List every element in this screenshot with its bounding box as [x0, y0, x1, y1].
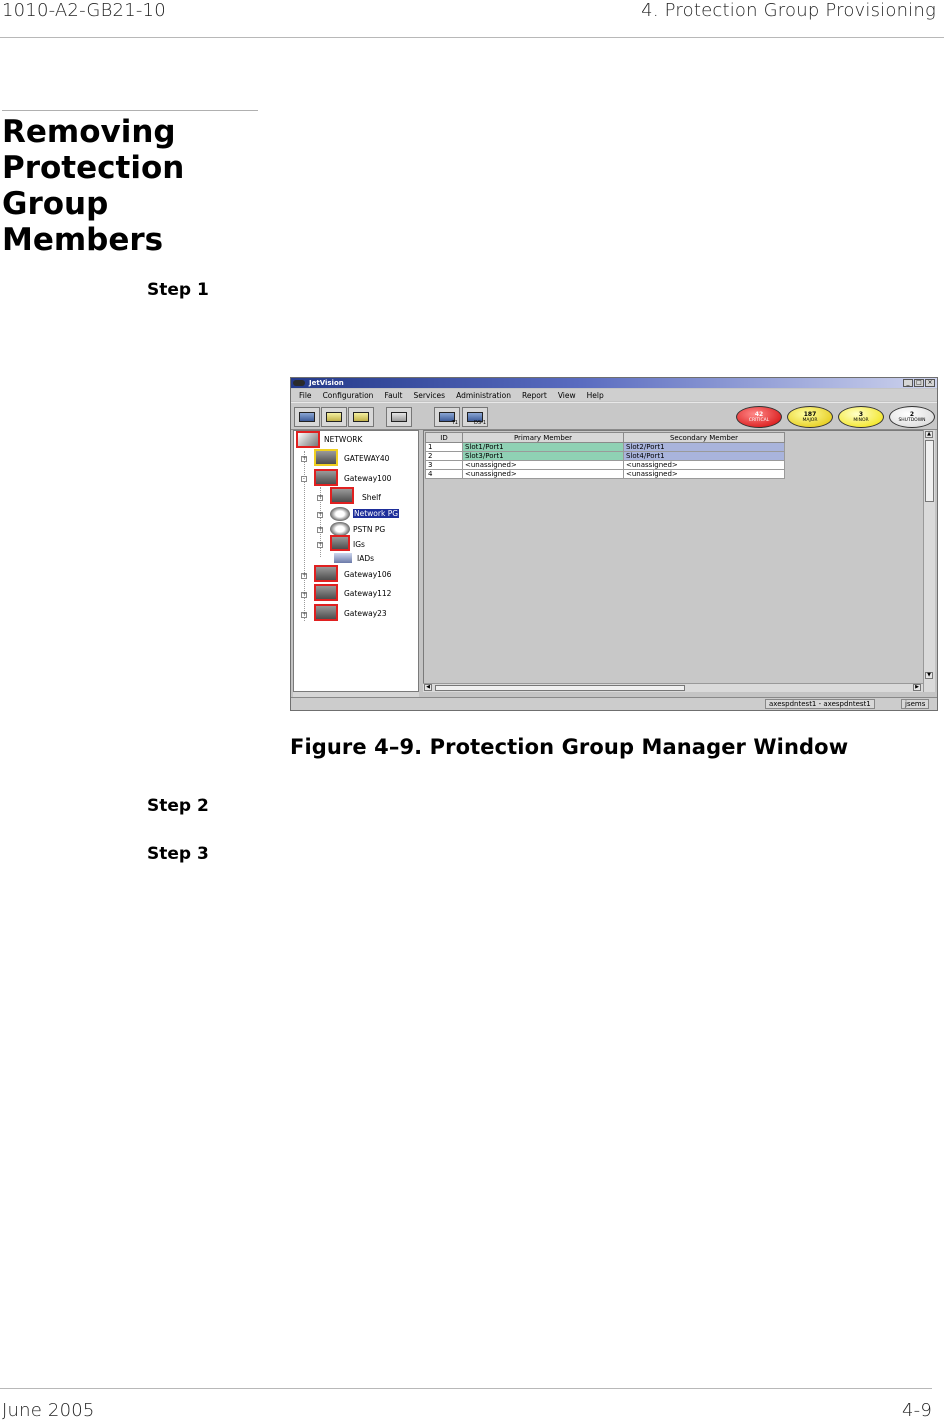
table-cell[interactable]: <unassigned>	[463, 470, 624, 479]
menu-report[interactable]: Report	[521, 390, 547, 400]
step-1-label: Step 1	[147, 280, 209, 300]
tree-node-gateway40[interactable]: GATEWAY40	[344, 454, 390, 463]
column-header-secondary[interactable]: Secondary Member	[624, 433, 785, 443]
menu-view[interactable]: View	[557, 390, 576, 400]
status-app: jsems	[901, 699, 929, 709]
gateway-icon	[314, 604, 338, 621]
table-cell[interactable]: Slot3/Port1	[463, 452, 624, 461]
window-titlebar	[291, 378, 937, 388]
expand-icon[interactable]: +	[318, 494, 324, 501]
scroll-thumb[interactable]	[925, 440, 934, 502]
protection-group-icon	[330, 507, 350, 521]
protection-group-manager-window	[290, 377, 938, 711]
tree-node-shelf[interactable]: Shelf	[362, 493, 381, 502]
folder-arrow-icon	[353, 412, 369, 422]
ds1-label: DS-1	[473, 420, 486, 426]
figure-caption: Figure 4–9. Protection Group Manager Window	[290, 735, 849, 759]
expand-icon[interactable]: +	[318, 526, 324, 533]
table-cell[interactable]: Slot1/Port1	[463, 443, 624, 452]
t1-button[interactable]	[434, 407, 460, 427]
expand-icon[interactable]: +	[302, 591, 308, 598]
scroll-right-icon[interactable]: ▶	[913, 684, 921, 691]
folder-icon	[326, 412, 342, 422]
step-3-label: Step 3	[147, 844, 209, 864]
tree-node-gateway100[interactable]: Gateway100	[344, 474, 392, 483]
menu-bar	[291, 389, 937, 401]
table-row[interactable]	[426, 443, 785, 452]
printer-icon	[391, 412, 407, 422]
expand-icon[interactable]: +	[302, 455, 308, 462]
shutdown-alarm-label: SHUTDOWN	[898, 418, 926, 423]
shutdown-alarm-count: 2	[909, 411, 915, 418]
collapse-icon[interactable]: -	[302, 475, 306, 482]
major-alarm-label: MAJOR	[802, 418, 818, 423]
gateway-icon	[314, 469, 338, 486]
gateway-icon	[314, 584, 338, 601]
section-rule	[2, 110, 258, 111]
toolbar	[291, 402, 937, 430]
table-cell[interactable]: Slot4/Port1	[624, 452, 785, 461]
expand-icon[interactable]: +	[318, 541, 324, 548]
expand-icon[interactable]: +	[318, 511, 324, 518]
gateway-icon	[314, 565, 338, 582]
iad-icon	[334, 553, 352, 563]
document-number: 1010-A2-GB21-10	[2, 0, 166, 21]
section-title-line: Removing	[2, 114, 176, 150]
gateway-icon	[314, 449, 338, 466]
network-icon	[296, 431, 320, 448]
jetvision-logo-icon	[293, 380, 305, 386]
menu-fault[interactable]: Fault	[384, 390, 403, 400]
column-header-id[interactable]: ID	[426, 433, 463, 443]
network-view-icon	[299, 412, 315, 422]
chapter-title: 4. Protection Group Provisioning	[641, 0, 936, 21]
scroll-thumb[interactable]	[435, 685, 685, 691]
menu-administration[interactable]: Administration	[456, 390, 511, 400]
footer-rule	[0, 1388, 932, 1389]
minimize-button[interactable]: _	[903, 379, 913, 387]
section-title-line: Members	[2, 222, 164, 258]
shelf-icon	[330, 487, 354, 504]
maximize-button[interactable]: □	[914, 379, 924, 387]
menu-services[interactable]: Services	[413, 390, 446, 400]
tree-node-iads[interactable]: IADs	[357, 554, 375, 563]
tree-node-igs[interactable]: IGs	[353, 540, 365, 549]
critical-alarm-label: CRITICAL	[748, 418, 770, 423]
network-tree	[293, 430, 419, 692]
close-button[interactable]: ×	[925, 379, 935, 387]
status-bar	[291, 697, 937, 710]
major-alarm-indicator[interactable]	[787, 406, 833, 428]
window-title: JetVision	[309, 379, 344, 387]
horizontal-scrollbar[interactable]	[423, 683, 923, 692]
table-row[interactable]	[426, 470, 785, 479]
tree-node-pstn-pg[interactable]: PSTN PG	[353, 525, 386, 534]
ds1-button[interactable]	[462, 407, 488, 427]
expand-icon[interactable]: +	[302, 572, 308, 579]
interface-group-icon	[330, 535, 350, 551]
t1-label: T1	[451, 420, 458, 426]
tree-node-network[interactable]: NETWORK	[324, 435, 363, 444]
section-title	[2, 114, 262, 258]
table-cell[interactable]: <unassigned>	[624, 461, 785, 470]
table-cell[interactable]: <unassigned>	[624, 470, 785, 479]
protection-group-table	[425, 432, 785, 479]
table-cell: 4	[426, 470, 463, 479]
page-number: 4-9	[902, 1400, 932, 1421]
critical-alarm-count: 42	[754, 411, 764, 418]
protection-group-icon	[330, 522, 350, 536]
expand-icon[interactable]: +	[302, 611, 308, 618]
major-alarm-count: 187	[803, 411, 817, 418]
table-row[interactable]	[426, 452, 785, 461]
menu-file[interactable]: File	[299, 390, 312, 400]
open-folder-button[interactable]	[321, 407, 347, 427]
section-title-line: Protection	[2, 150, 185, 186]
tree-node-gateway106[interactable]: Gateway106	[344, 570, 392, 579]
status-user: axespdntest1 - axespdntest1	[765, 699, 875, 709]
tree-node-gateway112[interactable]: Gateway112	[344, 589, 392, 598]
section-title-line: Group	[2, 186, 109, 222]
table-cell[interactable]: <unassigned>	[463, 461, 624, 470]
network-view-button[interactable]	[294, 407, 320, 427]
menu-configuration[interactable]: Configuration	[322, 390, 374, 400]
minor-alarm-count: 3	[858, 411, 864, 418]
minor-alarm-label: MINOR	[853, 418, 869, 423]
tree-node-network-pg[interactable]: Network PG	[354, 509, 399, 518]
menu-help[interactable]: Help	[586, 390, 604, 400]
critical-alarm-indicator[interactable]	[736, 406, 782, 428]
protection-group-table-panel	[423, 430, 925, 692]
step-2-label: Step 2	[147, 796, 209, 816]
table-row[interactable]	[426, 461, 785, 470]
table-cell: 1	[426, 443, 463, 452]
save-folder-button[interactable]	[348, 407, 374, 427]
tree-node-gateway23[interactable]: Gateway23	[344, 609, 387, 618]
header-rule	[0, 37, 944, 38]
column-header-primary[interactable]: Primary Member	[463, 433, 624, 443]
shutdown-alarm-indicator[interactable]	[889, 406, 935, 428]
minor-alarm-indicator[interactable]	[838, 406, 884, 428]
footer-date: June 2005	[2, 1400, 95, 1421]
table-cell: 2	[426, 452, 463, 461]
scroll-up-icon[interactable]: ▲	[925, 431, 933, 438]
scroll-down-icon[interactable]: ▼	[925, 672, 933, 679]
table-cell[interactable]: Slot2/Port1	[624, 443, 785, 452]
scroll-left-icon[interactable]: ◀	[424, 684, 432, 691]
table-cell: 3	[426, 461, 463, 470]
print-button[interactable]	[386, 407, 412, 427]
vertical-scrollbar[interactable]	[923, 430, 935, 692]
